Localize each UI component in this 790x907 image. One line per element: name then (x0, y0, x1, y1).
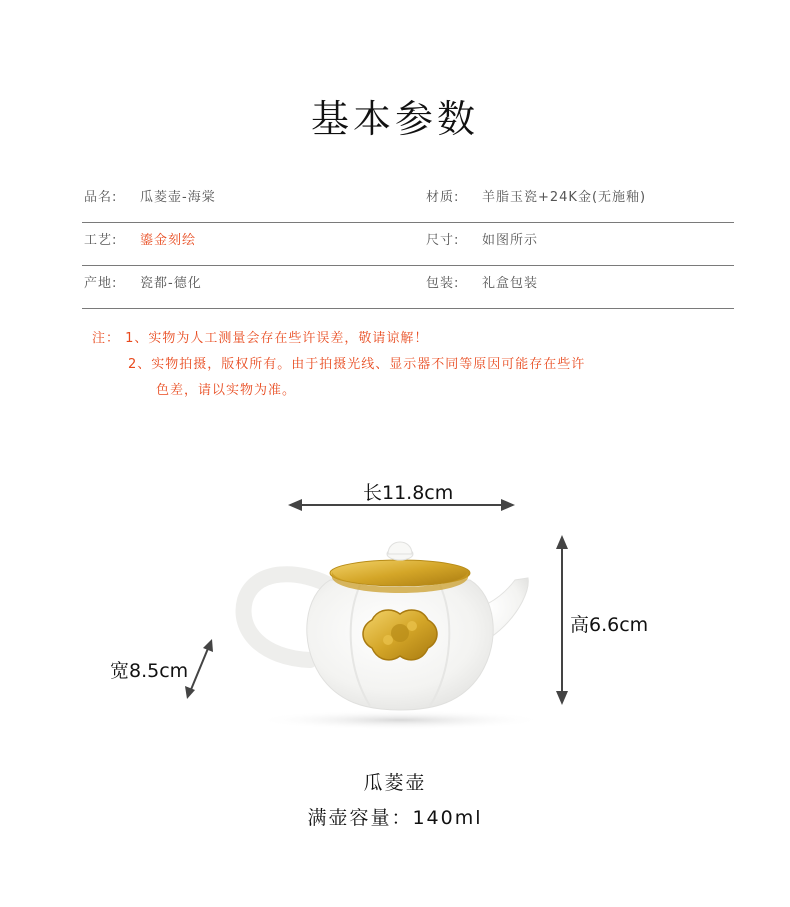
teapot-illustration (0, 470, 790, 750)
page-title: 基本参数 (310, 97, 479, 141)
spec-label: 品名: (84, 190, 118, 205)
spec-label: 产地: (84, 276, 118, 291)
note-text: 1、实物为人工测量会存在些许误差，敬请谅解！ (125, 331, 429, 346)
spec-value: 礼盒包装 (482, 276, 539, 291)
spec-table (82, 180, 734, 309)
spec-label: 材质: (426, 190, 460, 205)
product-name: 瓜菱壶 (363, 772, 427, 794)
lid-knob (388, 542, 412, 554)
spec-value: 如图所示 (482, 233, 539, 248)
note-prefix: 注： (92, 331, 121, 346)
spec-value: 羊脂玉瓷+24K金(无施釉) (482, 190, 647, 205)
spec-cell (84, 186, 216, 205)
spec-row (82, 180, 734, 223)
spec-value: 瓷都-德化 (140, 276, 202, 291)
product-diagram (0, 470, 790, 750)
spec-label: 包装: (426, 276, 460, 291)
teapot-lid (330, 560, 470, 586)
spec-value: 瓜菱壶-海棠 (140, 190, 216, 205)
width-label: 宽8.5cm (110, 660, 189, 682)
spec-label: 工艺: (84, 233, 118, 248)
spec-label: 尺寸: (426, 233, 460, 248)
width-arrow (185, 639, 213, 699)
height-arrow (556, 535, 568, 705)
teapot-shadow (255, 710, 545, 730)
spec-value: 鎏金刻绘 (140, 233, 197, 248)
product-capacity: 满壶容量：140ml (307, 807, 483, 829)
spec-cell (84, 229, 196, 248)
spec-cell (426, 229, 538, 248)
spec-cell (84, 272, 202, 291)
note-line: 色差，请以实物为准。 (156, 383, 297, 398)
note-line: 2、实物拍摄，版权所有。由于拍摄光线、显示器不同等原因可能存在些许 (128, 357, 586, 372)
length-label: 长11.8cm (363, 482, 454, 504)
spec-row (82, 223, 734, 266)
height-label: 高6.6cm (570, 614, 649, 636)
notes (92, 326, 585, 404)
spec-cell (426, 272, 538, 291)
note-line (92, 326, 585, 352)
spec-row (82, 266, 734, 309)
spec-cell (426, 186, 646, 205)
